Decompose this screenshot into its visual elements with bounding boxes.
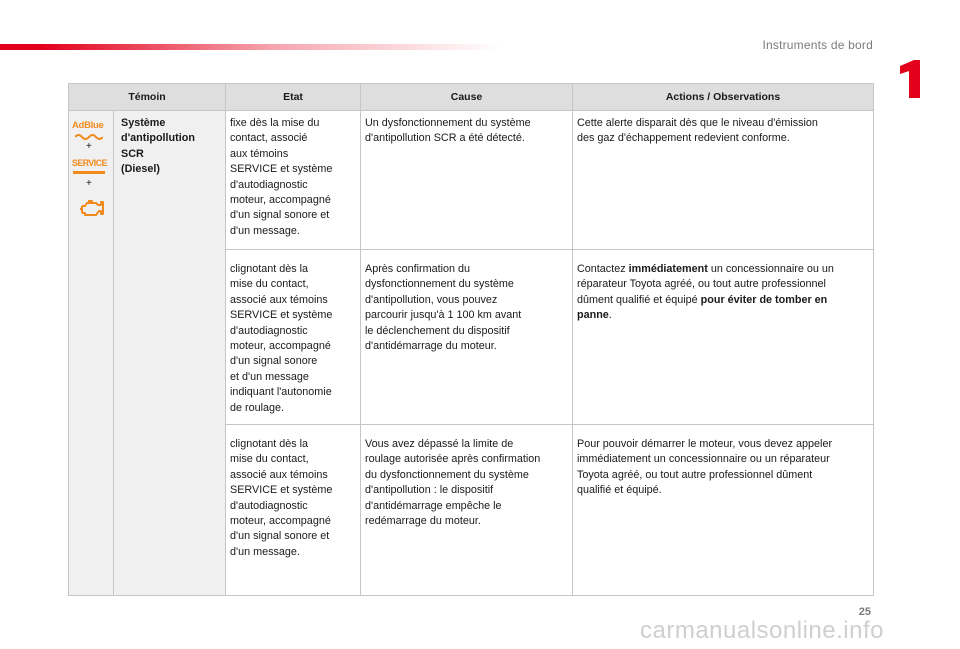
column-header-temoin: Témoin	[128, 91, 166, 103]
column-divider	[572, 84, 573, 595]
row-divider	[226, 424, 873, 425]
row-2-action-text: Contactez	[577, 263, 629, 275]
plus-sign: +	[86, 178, 92, 189]
row-2-action-text: .	[608, 309, 612, 322]
system-name: Système d'antipollution SCR (Diesel)	[121, 117, 195, 176]
column-divider	[360, 84, 361, 595]
row-1-etat: fixe dès la mise du contact, associé aux témoins SERVICE et système d'autodiagnostic moteur, accompagné d'un signal sonore et d'un message.	[230, 117, 333, 237]
column-header-etat: Etat	[283, 91, 303, 103]
service-underline	[73, 171, 105, 174]
column-header-cause: Cause	[450, 91, 483, 103]
service-icon: SERVICE	[72, 158, 108, 169]
section-title: Instruments de bord	[762, 38, 873, 52]
row-2-action-emphasis: pour éviter de tomber en panne	[577, 293, 828, 322]
row-1-action: Cette alerte disparait dès que le niveau d'émission des gaz d'échappement redevient conforme.	[577, 117, 818, 145]
page-number: 25	[858, 606, 871, 618]
header-accent-bar	[0, 44, 500, 50]
row-3-action: Pour pouvoir démarrer le moteur, vous devez appeler immédiatement un concessionnaire ou un réparateur Toyota agréé, ou tout autre professionnel dûment qualifié et équipé.	[577, 438, 833, 497]
table-header	[69, 84, 873, 111]
column-header-actions: Actions / Observations	[665, 91, 781, 103]
row-divider	[226, 249, 873, 250]
adblue-wave-icon	[75, 133, 103, 140]
watermark: carmanualsonline.info	[640, 617, 884, 644]
column-divider	[113, 111, 114, 595]
temoin-column-background	[69, 111, 225, 595]
row-2-cause: Après confirmation du dysfonctionnement du système d'antipollution, vous pouvez parcourir jusqu'à 1 100 km avant le déclenchement du dispositif d'antidémarrage du moteur.	[365, 263, 522, 353]
row-2-action	[577, 262, 871, 324]
engine-check-icon	[79, 198, 105, 218]
plus-sign: +	[86, 141, 92, 152]
row-2-action-emphasis: immédiatement	[628, 263, 708, 275]
row-2-etat: clignotant dès la mise du contact, associé aux témoins SERVICE et système d'autodiagnostic moteur, accompagné d'un signal sonore et d'un message indiquant l'autonomie de roulage.	[230, 263, 333, 414]
column-divider	[225, 84, 226, 595]
row-2-action-text: un concessionnaire ou un réparateur Toyota agréé, ou tout autre professionnel dûment qualifié et équipé	[577, 263, 834, 306]
adblue-icon: AdBlue	[72, 120, 104, 131]
row-3-cause: Vous avez dépassé la limite de roulage autorisée après confirmation du dysfonctionnement du système d'antipollution : le dispositif d'antidémarrage empêche le redémarrage du moteur.	[365, 438, 541, 528]
warning-light-table	[68, 83, 874, 596]
row-3-etat: clignotant dès la mise du contact, associé aux témoins SERVICE et système d'autodiagnostic moteur, accompagné d'un signal sonore et d'un message.	[230, 438, 333, 558]
chapter-number	[896, 60, 924, 98]
row-1-cause: Un dysfonctionnement du système d'antipollution SCR a été détecté.	[365, 117, 531, 145]
